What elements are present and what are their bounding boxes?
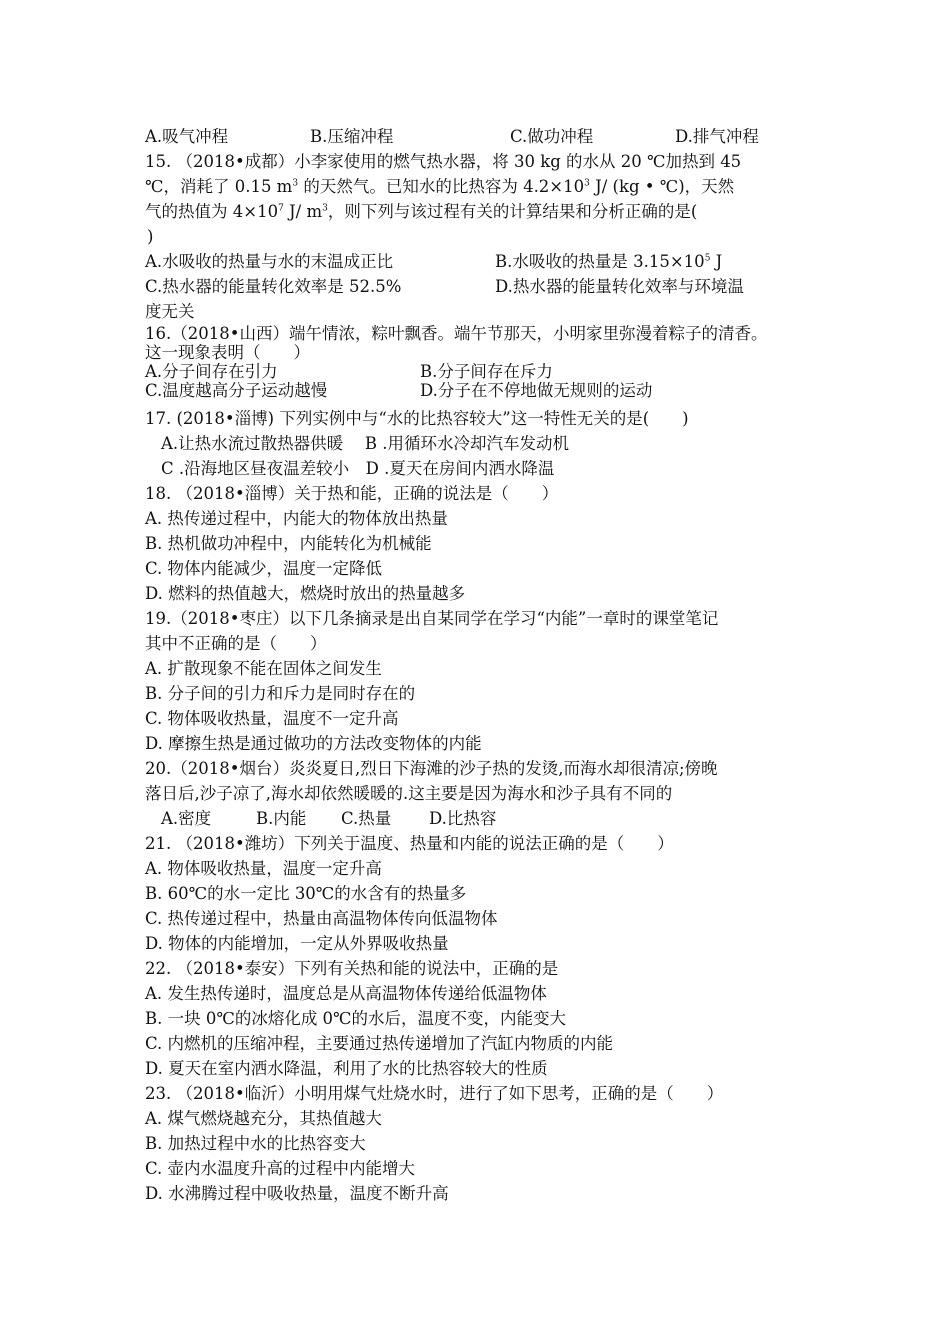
q19-stem-line-2: 其中不正确的是（ ）: [145, 634, 327, 653]
q16-option-b: B.分子间存在斥力: [420, 362, 553, 381]
q15-option-d: D.热水器的能量转化效率与环境温: [495, 277, 744, 296]
q22-option-c: C. 内燃机的压缩冲程，主要通过热传递增加了汽缸内物质的内能: [145, 1034, 614, 1053]
q21-option-b: B. 60℃的水一定比 30℃的水含有的热量多: [145, 884, 467, 903]
q15-stem-line-3: 气的热值为 $4\times 10^7$ J/ $m^3$，则下列与该过程有关的计算结果和分析正确的是(: [145, 202, 698, 221]
q16-option-a: A.分子间存在引力: [145, 362, 278, 381]
q16-option-c: C.温度越高分子运动越慢: [145, 381, 328, 400]
q23-option-a: A. 煤气燃烧越充分，其热值越大: [145, 1109, 382, 1128]
q21-option-c: C. 热传递过程中，热量由高温物体传向低温物体: [145, 909, 498, 928]
q14-option-a: A.吸气冲程: [145, 127, 229, 146]
q18-option-b: B. 热机做功冲程中，内能转化为机械能: [145, 534, 432, 553]
q14-options: [145, 124, 825, 149]
q21-option-a: A. 物体吸收热量，温度一定升高: [145, 859, 382, 878]
q19-option-a: A. 扩散现象不能在固体之间发生: [145, 659, 382, 678]
q20-option-a: A.密度: [161, 809, 212, 828]
q21-stem: 21. （2018•潍坊）下列关于温度、热量和内能的说法正确的是（ ）: [145, 834, 674, 853]
q16-stem-line-1: 16.（2018•山西）端午情浓，粽叶飘香。端午节那天，小明家里弥漫着粽子的清香。: [145, 324, 768, 343]
q17-options-ab: A.让热水流过散热器供暖 B .用循环水冷却汽车发动机: [161, 434, 570, 453]
q23-stem: 23. （2018•临沂）小明用煤气灶烧水时，进行了如下思考，正确的是（ ）: [145, 1084, 724, 1103]
q20-option-b: B.内能: [256, 809, 307, 828]
q22-stem: 22. （2018•泰安）下列有关热和能的说法中，正确的是: [145, 959, 559, 978]
q14-option-c: C.做功冲程: [510, 127, 594, 146]
q16-options-cd: [145, 381, 825, 400]
q16-options-ab: [145, 362, 825, 381]
q14-option-b: B.压缩冲程: [310, 127, 394, 146]
q15-stem-line-4: ): [147, 227, 154, 246]
q23-option-c: C. 壶内水温度升高的过程中内能增大: [145, 1159, 416, 1178]
q19-option-d: D. 摩擦生热是通过做功的方法改变物体的内能: [145, 734, 482, 753]
q15-stem-line-1: 15. （2018•成都）小李家使用的燃气热水器，将 30 kg 的水从 20 ℃加热到 45: [145, 152, 742, 171]
q16-stem-line-2: 这一现象表明（ ）: [145, 343, 310, 362]
q15-option-b: B.水吸收的热量是 $3.15\times 10^5$ J: [495, 252, 723, 271]
q20-options: [145, 806, 825, 831]
question-list: [145, 124, 825, 1206]
q15-option-d-cont: 度无关: [145, 302, 195, 321]
q23-option-d: D. 水沸腾过程中吸收热量，温度不断升高: [145, 1184, 449, 1203]
q15-option-a: A.水吸收的热量与水的末温成正比: [145, 252, 394, 271]
q20-option-c: C.热量: [341, 809, 392, 828]
q20-stem-line-1: 20.（2018•烟台）炎炎夏日,烈日下海滩的沙子热的发烫,而海水却很清凉;傍晚: [145, 759, 718, 778]
q22-option-d: D. 夏天在室内洒水降温，利用了水的比热容较大的性质: [145, 1059, 548, 1078]
q21-option-d: D. 物体的内能增加，一定从外界吸收热量: [145, 934, 449, 953]
q19-stem-line-1: 19.（2018•枣庄）以下几条摘录是出自某同学在学习“内能”一章时的课堂笔记: [145, 609, 719, 628]
q22-option-a: A. 发生热传递时，温度总是从高温物体传递给低温物体: [145, 984, 547, 1003]
q18-option-a: A. 热传递过程中，内能大的物体放出热量: [145, 509, 448, 528]
q22-option-b: B. 一块 0℃的冰熔化成 0℃的水后，温度不变，内能变大: [145, 1009, 567, 1028]
q15-stem-line-2: ℃，消耗了 0.15 $m^3$ 的天然气。已知水的比热容为 $4.2\times 10^3$ J/ (kg • ℃)，天然: [145, 177, 735, 196]
q19-option-b: B. 分子间的引力和斥力是同时存在的: [145, 684, 416, 703]
q23-option-b: B. 加热过程中水的比热容变大: [145, 1134, 366, 1153]
q17-stem: 17. (2018•淄博) 下列实例中与“水的比热容较大”这一特性无关的是( ): [145, 409, 689, 428]
q15-option-c: C.热水器的能量转化效率是 52.5%: [145, 277, 402, 296]
q18-option-d: D. 燃料的热值越大，燃烧时放出的热量越多: [145, 584, 466, 603]
q20-option-d: D.比热容: [429, 809, 497, 828]
q14-option-d: D.排气冲程: [675, 127, 759, 146]
q15-options-ab: [145, 249, 825, 274]
q19-option-c: C. 物体吸收热量，温度不一定升高: [145, 709, 399, 728]
q15-options-cd: [145, 274, 825, 299]
q16-option-d: D.分子在不停地做无规则的运动: [420, 381, 653, 400]
q18-stem: 18. （2018•淄博）关于热和能，正确的说法是（ ）: [145, 484, 559, 503]
q18-option-c: C. 物体内能减少，温度一定降低: [145, 559, 383, 578]
q20-stem-line-2: 落日后,沙子凉了,海水却依然暖暖的.这主要是因为海水和沙子具有不同的: [145, 784, 673, 803]
q17-options-cd: C .沿海地区昼夜温差较小 D .夏天在房间内洒水降温: [161, 459, 555, 478]
